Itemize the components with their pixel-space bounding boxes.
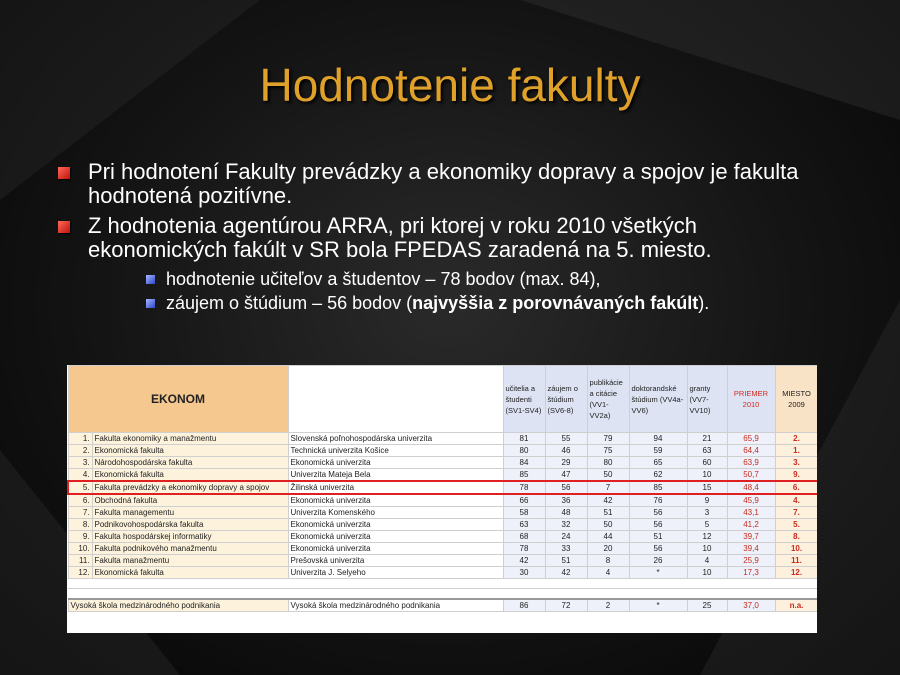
table-cell: 75 [587,445,629,457]
table-cell: 17,3 [727,567,775,579]
table-cell: 44 [587,531,629,543]
table-cell: Žilinská univerzita [288,481,503,494]
table-cell: 63 [503,519,545,531]
table-header-blank [288,366,503,433]
table-cell [288,589,503,600]
table-cell: 10. [775,543,817,555]
table-cell: 41,2 [727,519,775,531]
table-cell: 4 [687,555,727,567]
table-cell: 9. [775,469,817,482]
table-cell: Fakulta podnikového manažmentu [92,543,288,555]
table-cell: Ekonomická univerzita [288,494,503,507]
table-cell: 65,9 [727,433,775,445]
table-cell: 9 [687,494,727,507]
table-row-extra [68,599,817,612]
table-row [68,507,817,519]
table-cell [687,579,727,589]
table-cell: 11. [68,555,92,567]
sub-bullet-item [58,268,838,290]
table-cell: Fakulta hospodárskej informatiky [92,531,288,543]
bullet-square-icon [58,221,70,233]
table-cell: Ekonomická fakulta [92,469,288,482]
table-cell: Ekonomická univerzita [288,531,503,543]
table-cell: Fakulta manažmentu [92,555,288,567]
table-cell: 84 [503,457,545,469]
table-cell: 33 [545,543,587,555]
table-cell: Podnikovohospodárska fakulta [92,519,288,531]
table-cell: 42 [545,567,587,579]
table-cell: Obchodná fakulta [92,494,288,507]
table-cell: 76 [629,494,687,507]
table-cell: Slovenská poľnohospodárska univerzita [288,433,503,445]
bullet-item [58,214,838,262]
table-cell: 48,4 [727,481,775,494]
table-cell [68,579,92,589]
table-row [68,543,817,555]
table-cell: 51 [545,555,587,567]
table-cell: 5 [687,519,727,531]
table-cell: 8 [587,555,629,567]
table-cell [587,589,629,600]
table-row [68,519,817,531]
table-cell: 6. [68,494,92,507]
table-cell: 3. [775,457,817,469]
table-cell: Fakulta managementu [92,507,288,519]
table-header-miesto: MIESTO 2009 [775,366,817,433]
table-row [68,555,817,567]
table-cell: Univerzita J. Selyeho [288,567,503,579]
table-cell [92,579,288,589]
table-cell [545,589,587,600]
table-cell [288,579,503,589]
table-cell: 12. [68,567,92,579]
table-cell: 21 [687,433,727,445]
table-cell: 78 [503,543,545,555]
table-cell: 63,9 [727,457,775,469]
table-cell: 56 [545,481,587,494]
table-cell: 60 [687,457,727,469]
table-cell: 48 [545,507,587,519]
table-header-col: učitelia a študenti (SV1-SV4) [503,366,545,433]
table-cell: 29 [545,457,587,469]
table-cell: 10 [687,469,727,482]
table-cell: 25,9 [727,555,775,567]
table-cell: 12 [687,531,727,543]
table-row [68,481,817,494]
table-cell: Fakulta ekonomiky a manažmentu [92,433,288,445]
table-cell: 47 [545,469,587,482]
table-cell: 68 [503,531,545,543]
table-cell: 25 [687,599,727,612]
table-cell: 2. [68,445,92,457]
table-cell [775,579,817,589]
table-cell: Ekonomická fakulta [92,567,288,579]
table-cell: 11. [775,555,817,567]
table-row [68,469,817,482]
table-cell: 58 [503,507,545,519]
table-cell: Ekonomická univerzita [288,519,503,531]
table-cell: Ekonomická univerzita [288,543,503,555]
table-cell: n.a. [775,599,817,612]
table-cell: 24 [545,531,587,543]
table-cell: Vysoká škola medzinárodného podnikania [288,599,503,612]
table-cell [545,579,587,589]
table-row [68,531,817,543]
sub-bullet-item [58,292,838,314]
table-cell: 12. [775,567,817,579]
table-cell: 36 [545,494,587,507]
table-cell: 81 [503,433,545,445]
table-cell [629,589,687,600]
table-cell: 9. [68,531,92,543]
table-row [68,567,817,579]
table-cell: 15 [687,481,727,494]
bullet-text: Pri hodnotení Fakulty prevádzky a ekonomiky dopravy a spojov je fakulta hodnotená pozitívne. [88,159,799,208]
table-cell: 1. [775,445,817,457]
table-cell: 10 [687,567,727,579]
table-cell: 3. [68,457,92,469]
table-cell [503,579,545,589]
table-cell: 4. [775,494,817,507]
table-cell: Národohospodárska fakulta [92,457,288,469]
table-cell: Ekonomická univerzita [288,457,503,469]
bullet-list [58,160,838,314]
table-cell: 59 [629,445,687,457]
table-cell: 5. [775,519,817,531]
table-header-col: granty (VV7-VV10) [687,366,727,433]
table-cell: 42 [587,494,629,507]
table-cell: 50,7 [727,469,775,482]
table-cell: 64,4 [727,445,775,457]
table-cell: 10. [68,543,92,555]
table-cell: 80 [503,445,545,457]
table-cell: 5. [68,481,92,494]
table-cell: 2 [587,599,629,612]
table-row [68,433,817,445]
table-cell: 8. [775,531,817,543]
table-cell: 10 [687,543,727,555]
bullet-item [58,160,838,208]
table-cell: Univerzita Komenského [288,507,503,519]
table-row [68,445,817,457]
table-cell: 42 [503,555,545,567]
table-cell: 50 [587,469,629,482]
table-cell: 4. [68,469,92,482]
table-spacer-row [68,589,817,600]
sub-bullet-square-icon [146,275,155,284]
table-cell [727,579,775,589]
table-cell: 85 [503,469,545,482]
table-cell: 86 [503,599,545,612]
table-cell: Vysoká škola medzinárodného podnikania [68,599,288,612]
table-spacer-row [68,579,817,589]
table-cell: 4 [587,567,629,579]
sub-bullet-bold-text: najvyššia z porovnávaných fakúlt [412,293,699,313]
table-cell: 79 [587,433,629,445]
table-header-col: publikácie a citácie (VV1-VV2a) [587,366,629,433]
table-row [68,457,817,469]
table-cell: Univerzita Mateja Bela [288,469,503,482]
table-cell: 80 [587,457,629,469]
table-cell [775,589,817,600]
table-cell: 30 [503,567,545,579]
table-cell: 56 [629,543,687,555]
table-cell: 2. [775,433,817,445]
table-cell [629,579,687,589]
table-cell: 45,9 [727,494,775,507]
table-cell: 50 [587,519,629,531]
sub-bullet-text: hodnotenie učiteľov a študentov – 78 bodov (max. 84), [166,269,601,289]
table-cell: 39,7 [727,531,775,543]
table-header-col: doktorandské štúdium (VV4a-VV6) [629,366,687,433]
ranking-table [67,365,817,633]
sub-bullet-square-icon [146,299,155,308]
table-cell: 7. [775,507,817,519]
sub-bullet-text: záujem o štúdium – 56 bodov ( [166,293,413,313]
table-cell: 43,1 [727,507,775,519]
table-cell [503,589,545,600]
bullet-square-icon [58,167,70,179]
table-cell: 32 [545,519,587,531]
table-cell: 72 [545,599,587,612]
table-header-ekonom: EKONOM [68,366,288,433]
table-row [68,494,817,507]
bullet-text: Z hodnotenia agentúrou ARRA, pri ktorej v roku 2010 všetkých ekonomických fakúlt v SR bola FPEDAS zaradená na 5. miesto. [88,213,712,262]
table-cell: Ekonomická fakulta [92,445,288,457]
sub-bullet-text-end: ). [698,293,710,313]
table-cell: 6. [775,481,817,494]
table-cell: Technická univerzita Košice [288,445,503,457]
table-cell: 7 [587,481,629,494]
table-cell: 66 [503,494,545,507]
table-cell: Fakulta prevádzky a ekonomiky dopravy a spojov [92,481,288,494]
table-cell: 63 [687,445,727,457]
table-cell: 55 [545,433,587,445]
table-cell: * [629,567,687,579]
table-cell: 3 [687,507,727,519]
table-cell: 94 [629,433,687,445]
table-cell: 56 [629,519,687,531]
slide-title: Hodnotenie fakulty [259,59,641,111]
table-cell: 37,0 [727,599,775,612]
table-cell: 85 [629,481,687,494]
table-cell: 8. [68,519,92,531]
table-cell: 1. [68,433,92,445]
table-cell: 51 [587,507,629,519]
table-cell: 39,4 [727,543,775,555]
table-cell: 62 [629,469,687,482]
table-header-priemer: PRIEMER 2010 [727,366,775,433]
table-cell: 7. [68,507,92,519]
table-cell: * [629,599,687,612]
table-cell: 26 [629,555,687,567]
table-header-col: záujem o štúdium (SV6-8) [545,366,587,433]
table-cell [727,589,775,600]
table-cell [687,589,727,600]
table-cell: Prešovská univerzita [288,555,503,567]
table-cell: 46 [545,445,587,457]
table-cell: 20 [587,543,629,555]
table-cell [92,589,288,600]
table-cell: 56 [629,507,687,519]
table-cell: 78 [503,481,545,494]
table-cell [587,579,629,589]
table-cell [68,589,92,600]
table-cell: 51 [629,531,687,543]
table-cell: 65 [629,457,687,469]
